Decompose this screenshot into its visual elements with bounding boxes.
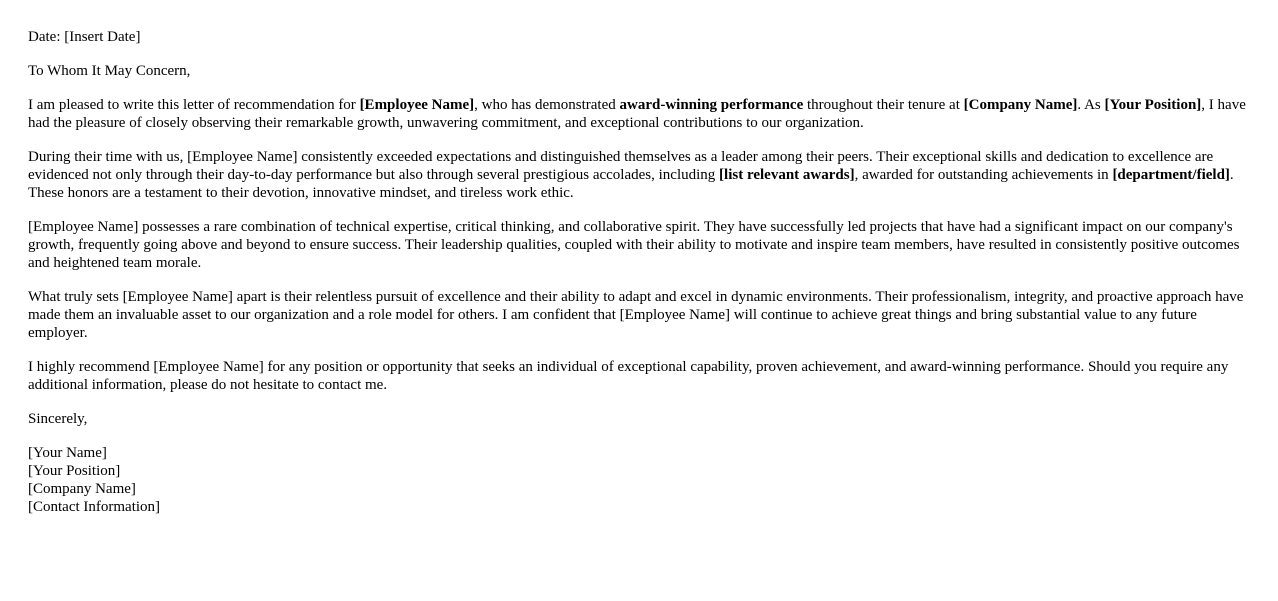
awards-placeholder: [list relevant awards] bbox=[719, 167, 855, 183]
intro-text-5: , I have had the pleasure of closely observing their remarkable growth, unwavering commitment, and exceptional contributions to our organization. bbox=[28, 97, 1246, 131]
paragraph-introduction bbox=[28, 96, 1256, 132]
intro-text-1: I am pleased to write this letter of recommendation for bbox=[28, 97, 360, 113]
closing: Sincerely, bbox=[28, 411, 88, 427]
paragraph-skills: [Employee Name] possesses a rare combination of technical expertise, critical thinking, and collaborative spirit. They have successfully led projects that have had a significant impact on our company's growth, frequently going above and beyond to ensure success. Their leadership qualities, coupled with their ability to motivate and inspire team members, have resulted in consistently positive outcomes and heightened team morale. bbox=[28, 219, 1240, 271]
award-winning-phrase: award-winning performance bbox=[619, 97, 804, 113]
intro-text-3: throughout their tenure at bbox=[803, 97, 964, 113]
paragraph-qualities: What truly sets [Employee Name] apart is their relentless pursuit of excellence and their ability to adapt and excel in dynamic environments. Their professionalism, integrity, and proactive approach have made them an invaluable asset to our organization and a role model for others. I am confident that [Employee Name] will continue to achieve great things and bring substantial value to any future employer. bbox=[28, 289, 1244, 341]
paragraph-recommendation: I highly recommend [Employee Name] for any position or opportunity that seeks an individual of exceptional capability, proven achievement, and award-winning performance. Should you require any additional information, please do not hesitate to contact me. bbox=[28, 359, 1229, 393]
signature-contact: [Contact Information] bbox=[28, 499, 161, 515]
intro-text-2: , who has demonstrated bbox=[474, 97, 620, 113]
date-line: Date: [Insert Date] bbox=[28, 29, 141, 45]
paragraph-achievements bbox=[28, 148, 1256, 202]
signature-company: [Company Name] bbox=[28, 481, 136, 497]
your-position-placeholder: [Your Position] bbox=[1104, 97, 1202, 113]
intro-text-4: . As bbox=[1077, 97, 1105, 113]
recommendation-letter bbox=[28, 28, 1256, 516]
signature-name: [Your Name] bbox=[28, 445, 107, 461]
company-name-placeholder: [Company Name] bbox=[963, 97, 1078, 113]
achievements-text-3: . These honors are a testament to their devotion, innovative mindset, and tireless work ethic. bbox=[28, 167, 1234, 201]
salutation: To Whom It May Concern, bbox=[28, 63, 191, 79]
achievements-text-1: During their time with us, [Employee Name] consistently exceeded expectations and distinguished themselves as a leader among their peers. Their exceptional skills and dedication to excellence are evidenced not only through their day-to-day performance but also through several prestigious accolades, including bbox=[28, 149, 1214, 183]
signature-position: [Your Position] bbox=[28, 463, 121, 479]
signature-block bbox=[28, 444, 1256, 516]
employee-name-placeholder: [Employee Name] bbox=[359, 97, 475, 113]
department-placeholder: [department/field] bbox=[1112, 167, 1230, 183]
achievements-text-2: , awarded for outstanding achievements in bbox=[854, 167, 1113, 183]
